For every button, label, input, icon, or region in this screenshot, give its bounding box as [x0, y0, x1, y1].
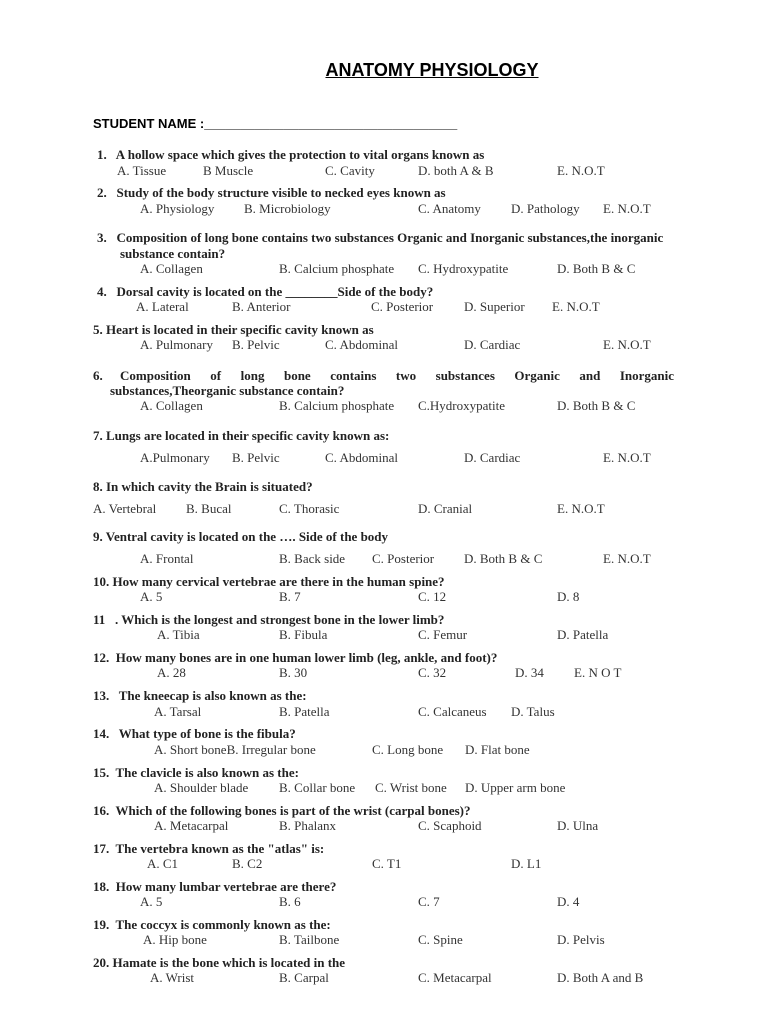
option: B. Carpal: [279, 970, 329, 985]
question-5: [93, 322, 374, 338]
option: C. 7: [418, 894, 440, 909]
question-text: The vertebra known as the "atlas" is:: [115, 841, 325, 856]
option: C. Long bone: [372, 742, 444, 757]
option: A. Short boneB. Irregular bone: [154, 742, 316, 757]
question-10: [93, 574, 445, 590]
question-text: What type of bone is the fibula?: [118, 726, 296, 741]
question-text: . Which is the longest and strongest bone in the lower limb?: [115, 612, 445, 627]
option: C. Scaphoid: [418, 818, 482, 833]
option: B. Pelvic: [232, 337, 280, 352]
option: A. Shoulder blade: [154, 780, 249, 795]
question-20: [93, 955, 345, 971]
option: A. 5: [140, 894, 163, 909]
question-text: Study of the body structure visible to necked eyes known as: [116, 185, 446, 200]
question-4: [97, 284, 433, 300]
option: B. C2: [232, 856, 263, 871]
option: A.Pulmonary: [140, 450, 210, 465]
option: C. Anatomy: [418, 201, 481, 216]
option: B. Tailbone: [279, 932, 340, 947]
option: D. Superior: [464, 299, 525, 314]
option: B. Phalanx: [279, 818, 337, 833]
option: C. Femur: [418, 627, 468, 642]
option: E. N.O.T: [557, 163, 605, 178]
option: C. 12: [418, 589, 447, 604]
option: A. Tarsal: [154, 704, 202, 719]
option: D. Flat bone: [465, 742, 530, 757]
question-number: 17.: [93, 841, 110, 856]
option: C. Cavity: [325, 163, 375, 178]
option: D. Cranial: [418, 501, 473, 516]
option: B. Collar bone: [279, 780, 356, 795]
option: A. Physiology: [140, 201, 215, 216]
question-number: 5.: [93, 322, 103, 337]
option: C. Wrist bone: [375, 780, 447, 795]
question-number: 2.: [97, 185, 107, 200]
question-text: A hollow space which gives the protection to vital organs known as: [115, 147, 485, 162]
option: B. Anterior: [232, 299, 291, 314]
option: C. Abdominal: [325, 450, 398, 465]
question-number: 10.: [93, 574, 110, 589]
option: C. Spine: [418, 932, 463, 947]
question-number: 18.: [93, 879, 110, 894]
question-15: [93, 765, 299, 781]
option: C. Calcaneus: [418, 704, 487, 719]
option: D. Both B & C: [464, 551, 543, 566]
option: D. 8: [557, 589, 580, 604]
option: B. Fibula: [279, 627, 328, 642]
question-text: How many bones are in one human lower limb (leg, ankle, and foot)?: [115, 650, 498, 665]
option: D. 4: [557, 894, 580, 909]
option: C. 32: [418, 665, 447, 680]
question-number: 14.: [93, 726, 110, 741]
option: D. Patella: [557, 627, 609, 642]
option: C. T1: [372, 856, 402, 871]
question-number: 19.: [93, 917, 110, 932]
question-19: [93, 917, 331, 933]
option: D. Talus: [511, 704, 555, 719]
option: D. Ulna: [557, 818, 599, 833]
option: A. Frontal: [140, 551, 194, 566]
option: A. C1: [147, 856, 179, 871]
question-text: Which of the following bones is part of the wrist (carpal bones)?: [115, 803, 471, 818]
question-11: [93, 612, 444, 628]
question-2: [97, 185, 446, 201]
question-text: Dorsal cavity is located on the ________Side of the body?: [116, 284, 434, 299]
option: D. 34: [515, 665, 544, 680]
option: C.Hydroxypatite: [418, 398, 506, 413]
question-text: Composition of long bone contains two substances Organic and Inorganic substances,the inorganic: [116, 230, 664, 245]
option: D. Both B & C: [557, 398, 636, 413]
question-12: [93, 650, 497, 666]
option: B. Back side: [279, 551, 346, 566]
option: A. Tissue: [117, 163, 167, 178]
question-number: 20.: [93, 955, 110, 970]
question-18: [93, 879, 336, 895]
question-text: Hamate is the bone which is located in the: [112, 955, 346, 970]
option: B. Bucal: [186, 501, 232, 516]
question-text: The kneecap is also known as the:: [118, 688, 307, 703]
option: A. Metacarpal: [154, 818, 229, 833]
option: E. N.O.T: [557, 501, 605, 516]
option: B. 30: [279, 665, 308, 680]
question-number: 12.: [93, 650, 110, 665]
question-14: [93, 726, 296, 742]
option: B. Microbiology: [244, 201, 331, 216]
option: B. Pelvic: [232, 450, 280, 465]
option: D. both A & B: [418, 163, 494, 178]
question-17: [93, 841, 324, 857]
option: B. Calcium phosphate: [279, 261, 395, 276]
question-16: [93, 803, 470, 819]
option: A. Lateral: [136, 299, 189, 314]
question-text: How many cervical vertebrae are there in the human spine?: [112, 574, 445, 589]
question-number: 8.: [93, 479, 103, 494]
question-number: 16.: [93, 803, 110, 818]
question-text: Ventral cavity is located on the …. Side of the body: [105, 529, 389, 544]
option: B. 7: [279, 589, 301, 604]
option: D. Pelvis: [557, 932, 605, 947]
question-number: 4.: [97, 284, 107, 299]
question-number: 9.: [93, 529, 103, 544]
option: A. Tibia: [157, 627, 200, 642]
option: D. Cardiac: [464, 337, 521, 352]
question-text-line2: substances,Theorganic substance contain?: [110, 383, 345, 398]
option: A. 5: [140, 589, 163, 604]
option: D. Both B & C: [557, 261, 636, 276]
option: D. L1: [511, 856, 542, 871]
option: D. Cardiac: [464, 450, 521, 465]
option: C. Posterior: [371, 299, 434, 314]
option: B. Patella: [279, 704, 330, 719]
option: C. Posterior: [372, 551, 435, 566]
option: A. 28: [157, 665, 186, 680]
question-text: How many lumbar vertebrae are there?: [115, 879, 337, 894]
option: B. Calcium phosphate: [279, 398, 395, 413]
question-text: Heart is located in their specific cavity known as: [106, 322, 374, 337]
question-number: 15.: [93, 765, 110, 780]
question-13: [93, 688, 307, 704]
question-7: [93, 428, 389, 444]
option: A. Vertebral: [93, 501, 157, 516]
question-text: The clavicle is also known as the:: [115, 765, 299, 780]
question-number: 3.: [97, 230, 107, 245]
option: C. Thorasic: [279, 501, 340, 516]
question-text: The coccyx is commonly known as the:: [115, 917, 331, 932]
option: B. 6: [279, 894, 301, 909]
question-number: 1.: [97, 147, 107, 162]
option: C. Hydroxypatite: [418, 261, 509, 276]
question-number: 11: [93, 612, 106, 627]
question-number: 7.: [93, 428, 103, 443]
option: E. N.O.T: [603, 450, 651, 465]
option: E. N.O.T: [603, 201, 651, 216]
option: A. Hip bone: [143, 932, 207, 947]
option: E. N.O.T: [603, 551, 651, 566]
option: B Muscle: [203, 163, 254, 178]
question-6-number: 6.: [93, 368, 103, 383]
option: D. Pathology: [511, 201, 580, 216]
option: D. Both A and B: [557, 970, 644, 985]
question-1: [97, 147, 484, 163]
student-name-field: STUDENT NAME :___________________________________: [93, 116, 458, 131]
question-number: 13.: [93, 688, 110, 703]
option: A. Collagen: [140, 261, 203, 276]
question-3: [97, 230, 663, 246]
question-6-text: Composition of long bone contains two substances Organic and Inorganic: [120, 368, 674, 383]
option: A. Pulmonary: [140, 337, 213, 352]
option: C. Metacarpal: [418, 970, 492, 985]
option: E. N.O.T: [552, 299, 600, 314]
question-9: [93, 529, 388, 545]
option: A. Wrist: [150, 970, 195, 985]
option: D. Upper arm bone: [465, 780, 566, 795]
question-8: [93, 479, 313, 495]
page-title: ANATOMY PHYSIOLOGY: [325, 60, 539, 80]
question-text: In which cavity the Brain is situated?: [106, 479, 313, 494]
option: E. N.O.T: [603, 337, 651, 352]
question-text-line2: substance contain?: [120, 246, 226, 261]
option: E. N O T: [574, 665, 622, 680]
option: C. Abdominal: [325, 337, 398, 352]
question-text: Lungs are located in their specific cavity known as:: [106, 428, 390, 443]
option: A. Collagen: [140, 398, 203, 413]
